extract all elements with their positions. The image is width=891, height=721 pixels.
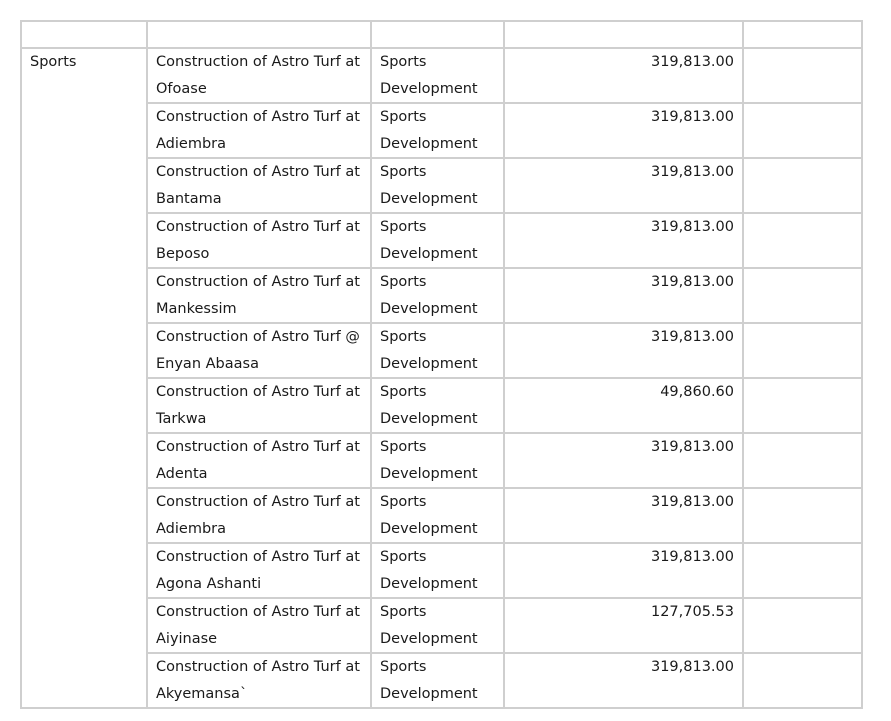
remarks-cell	[743, 323, 862, 378]
category-cell: Sports Development	[371, 488, 504, 543]
header-cell-sector	[21, 21, 147, 48]
project-cell: Construction of Astro Turf at Adiembra	[147, 488, 371, 543]
amount-cell: 319,813.00	[504, 653, 743, 708]
table-row	[21, 268, 862, 323]
header-cell-category	[371, 21, 504, 48]
table-row	[21, 378, 862, 433]
remarks-cell	[743, 103, 862, 158]
remarks-cell	[743, 213, 862, 268]
amount-cell: 127,705.53	[504, 598, 743, 653]
project-cell: Construction of Astro Turf at Bantama	[147, 158, 371, 213]
amount-cell: 49,860.60	[504, 378, 743, 433]
remarks-cell	[743, 653, 862, 708]
remarks-cell	[743, 598, 862, 653]
category-cell: Sports Development	[371, 378, 504, 433]
category-cell: Sports Development	[371, 268, 504, 323]
amount-cell: 319,813.00	[504, 268, 743, 323]
header-cell-project	[147, 21, 371, 48]
remarks-cell	[743, 158, 862, 213]
sector-cell	[21, 48, 147, 708]
table-row	[21, 488, 862, 543]
amount-cell: 319,813.00	[504, 103, 743, 158]
amount-cell: 319,813.00	[504, 543, 743, 598]
category-cell: Sports Development	[371, 543, 504, 598]
category-cell: Sports Development	[371, 433, 504, 488]
amount-cell: 319,813.00	[504, 213, 743, 268]
remarks-cell	[743, 488, 862, 543]
table-row	[21, 323, 862, 378]
header-cell-remarks	[743, 21, 862, 48]
amount-cell: 319,813.00	[504, 158, 743, 213]
table-row	[21, 103, 862, 158]
category-cell: Sports Development	[371, 48, 504, 103]
category-cell: Sports Development	[371, 103, 504, 158]
amount-cell: 319,813.00	[504, 48, 743, 103]
project-cell: Construction of Astro Turf at Tarkwa	[147, 378, 371, 433]
project-cell: Construction of Astro Turf at Akyemansa`	[147, 653, 371, 708]
project-cell: Construction of Astro Turf at Adenta	[147, 433, 371, 488]
table-row	[21, 598, 862, 653]
table-row	[21, 433, 862, 488]
project-cell: Construction of Astro Turf at Beposo	[147, 213, 371, 268]
table-row	[21, 213, 862, 268]
amount-cell: 319,813.00	[504, 323, 743, 378]
project-cell: Construction of Astro Turf at Agona Ashanti	[147, 543, 371, 598]
project-cell: Construction of Astro Turf at Adiembra	[147, 103, 371, 158]
category-cell: Sports Development	[371, 158, 504, 213]
category-cell: Sports Development	[371, 213, 504, 268]
category-cell: Sports Development	[371, 653, 504, 708]
remarks-cell	[743, 268, 862, 323]
project-cell: Construction of Astro Turf @ Enyan Abaasa	[147, 323, 371, 378]
category-cell: Sports Development	[371, 598, 504, 653]
table-row	[21, 158, 862, 213]
budget-table	[20, 20, 863, 709]
amount-cell: 319,813.00	[504, 488, 743, 543]
category-cell: Sports Development	[371, 323, 504, 378]
table-row	[21, 48, 862, 103]
remarks-cell	[743, 378, 862, 433]
remarks-cell	[743, 543, 862, 598]
remarks-cell	[743, 48, 862, 103]
table-row	[21, 543, 862, 598]
project-cell: Construction of Astro Turf at Aiyinase	[147, 598, 371, 653]
remarks-cell	[743, 433, 862, 488]
table-row	[21, 653, 862, 708]
header-cell-amount	[504, 21, 743, 48]
amount-cell: 319,813.00	[504, 433, 743, 488]
project-cell: Construction of Astro Turf at Mankessim	[147, 268, 371, 323]
sector-label: Sports	[30, 54, 77, 70]
project-cell: Construction of Astro Turf at Ofoase	[147, 48, 371, 103]
header-row	[21, 21, 862, 48]
table-body	[21, 21, 862, 708]
